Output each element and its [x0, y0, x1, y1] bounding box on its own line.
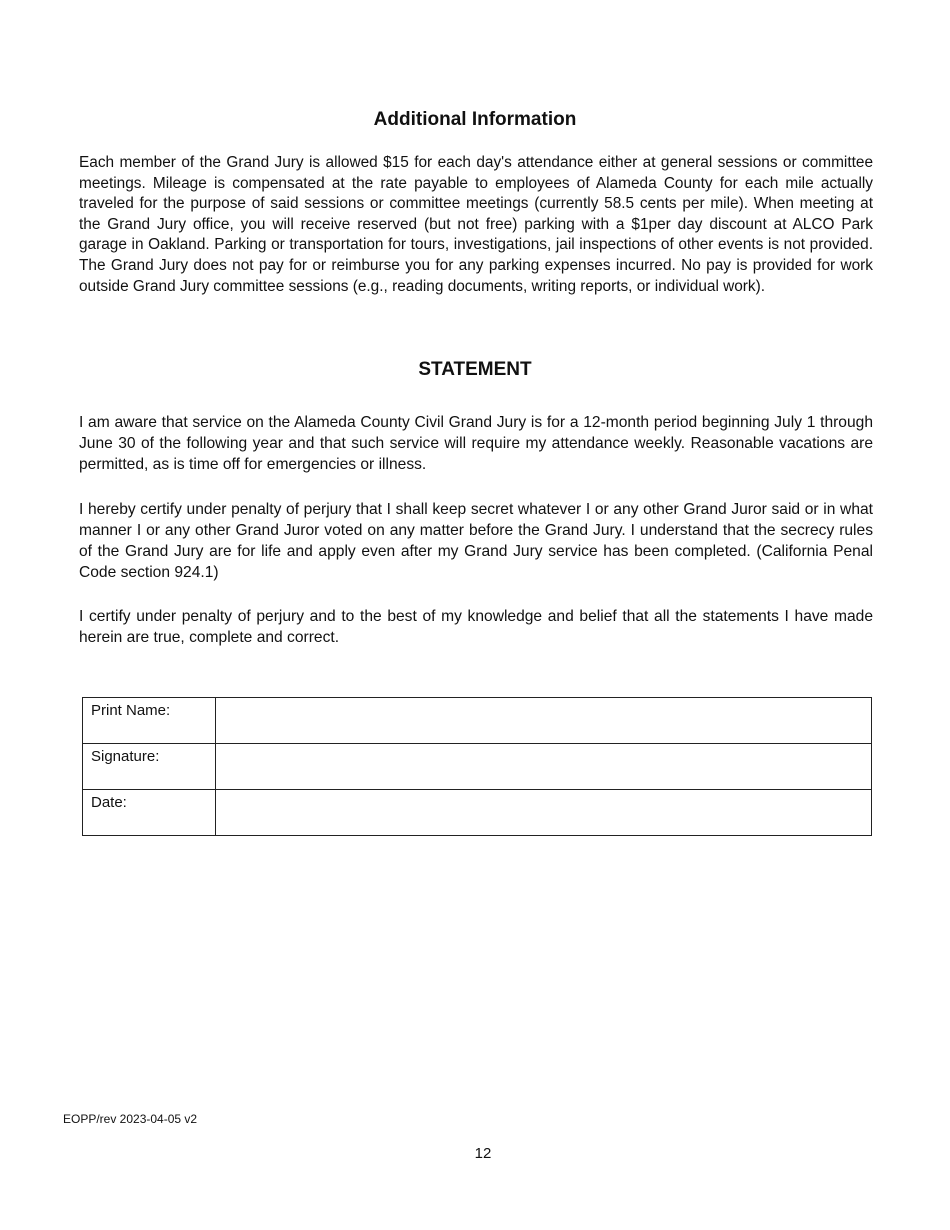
date-field[interactable] — [216, 790, 872, 836]
signature-field[interactable] — [216, 744, 872, 790]
statement-heading: STATEMENT — [418, 359, 532, 380]
signature-table — [82, 697, 872, 836]
page-number: 12 — [474, 1145, 492, 1162]
statement-paragraph-service-period: I am aware that service on the Alameda County Civil Grand Jury is for a 12-month period beginning July 1 through June 30 of the following year and that such service will require my attendance weekly. Reasonable vacations are permitted, as is time off for emergencies or illness. — [79, 414, 873, 473]
signature-label: Signature: — [83, 744, 216, 790]
print-name-row — [83, 698, 872, 744]
revision-code: EOPP/rev 2023-04-05 v2 — [63, 1112, 198, 1126]
print-name-label: Print Name: — [83, 698, 216, 744]
signature-row — [83, 744, 872, 790]
additional-information-heading: Additional Information — [373, 109, 577, 130]
statement-paragraph-certification: I certify under penalty of perjury and to the best of my knowledge and belief that all the statements I have made herein are true, complete and correct. — [79, 608, 873, 646]
date-row — [83, 790, 872, 836]
print-name-field[interactable] — [216, 698, 872, 744]
date-label: Date: — [83, 790, 216, 836]
additional-information-paragraph: Each member of the Grand Jury is allowed $15 for each day's attendance either at general sessions or committee meetings. Mileage is compensated at the rate payable to employees of Alameda County for each mile actually traveled for the purpose of said sessions or committee meetings (currently 58.5 cents per mile). When meeting at the Grand Jury office, you will receive reserved (but not free) parking with a $1per day discount at ALCO Park garage in Oakland. Parking or transportation for tours, investigations, jail inspections of other events is not provided. The Grand Jury does not pay for or reimburse you for any parking expenses incurred. No pay is provided for work outside Grand Jury committee sessions (e.g., reading documents, writing reports, or individual work). — [79, 154, 873, 295]
statement-paragraph-secrecy: I hereby certify under penalty of perjury that I shall keep secret whatever I or any other Grand Juror said or in what manner I or any other Grand Juror voted on any matter before the Grand Jury. I understand that the secrecy rules of the Grand Jury are for life and apply even after my Grand Jury service has been completed. (California Penal Code section 924.1) — [79, 501, 873, 581]
